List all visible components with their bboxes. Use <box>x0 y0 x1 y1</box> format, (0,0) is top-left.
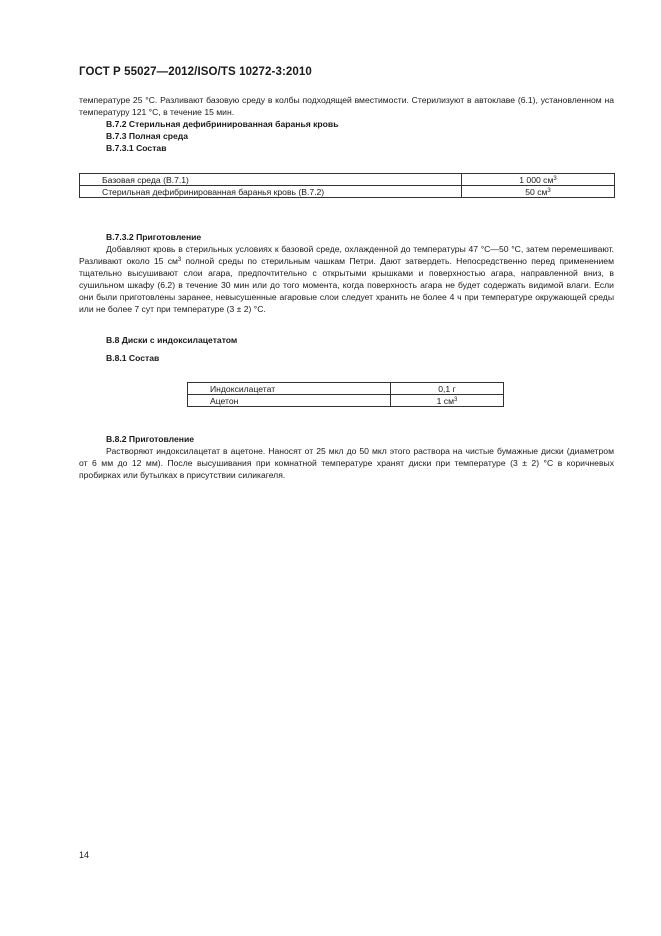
table-row <box>80 174 615 186</box>
section-b8-heading: В.8 Диски с индоксилацетатом <box>106 335 238 345</box>
section-b72-heading: В.7.2 Стерильная дефибринированная баранья кровь <box>106 119 339 129</box>
document-header-title: ГОСТ Р 55027—2012/ISO/TS 10272-3:2010 <box>79 66 312 78</box>
composition-table-complete-medium <box>79 173 615 198</box>
section-b81-heading: В.8.1 Состав <box>106 353 160 363</box>
table-row <box>188 395 504 407</box>
table-row <box>80 186 615 198</box>
section-b731-heading: В.7.3.1 Состав <box>106 143 167 153</box>
table-cell-name: Базовая среда (В.7.1) <box>80 174 462 186</box>
table-cell-name: Индоксилацетат <box>188 383 391 395</box>
section-b732-heading: В.7.3.2 Приготовление <box>106 232 202 242</box>
composition-table-indoxyl-discs <box>187 382 504 407</box>
intro-paragraph: температуре 25 °С. Разливают базовую среду в колбы подходящей вместимости. Стерилизуют в автоклаве (6.1), установленном на температуру 121 °С, в течение 15 мин. <box>79 95 614 117</box>
page-number: 14 <box>79 850 90 860</box>
preparation-paragraph-2: Растворяют индоксилацетат в ацетоне. Наносят от 25 мкл до 50 мкл этого раствора на чистые бумажные диски (диаметром от 6 мм до 12 мм). После высушивания при комнатной температуре хранят диски при температуре (3 ± 2) °С в коричневых пробирках или бутылках в присутствии силикагеля. <box>79 446 614 480</box>
table-cell-value: 1 $см^3$ <box>391 395 504 407</box>
table-cell-value: 1 000 $см^3$ <box>462 174 615 186</box>
table-cell-value: 50 $см^3$ <box>462 186 615 198</box>
table-cell-value: 0,1 г <box>391 383 504 395</box>
table-row <box>188 383 504 395</box>
table-cell-name: Стерильная дефибринированная баранья кровь (В.7.2) <box>80 186 462 198</box>
section-b73-heading: В.7.3 Полная среда <box>106 131 189 141</box>
section-b82-heading: В.8.2 Приготовление <box>106 434 195 444</box>
table-cell-name: Ацетон <box>188 395 391 407</box>
preparation-paragraph-1: Добавляют кровь в стерильных условиях к базовой среде, охлажденной до температуры 47 °С—50 °С, затем перемешивают. Разливают около 15 $см^3$ полной среды по стерильным чашкам Петри. Дают затвердеть. Непосредственно перед применением тщательно высушивают слои агара, предпочтительно с открытыми крышками и поверхностью агара, направленной вниз, в сушильном шкафу (6.2) в течение 30 мин или до того момента, когда поверхность агара не будет содержать видимой влаги. Если они были приготовлены заранее, невысушенные агаровые слои следует хранить не более 4 ч при температуре окружающей среды или не более 7 сут при температуре (3 ± 2) °С. <box>79 244 614 314</box>
